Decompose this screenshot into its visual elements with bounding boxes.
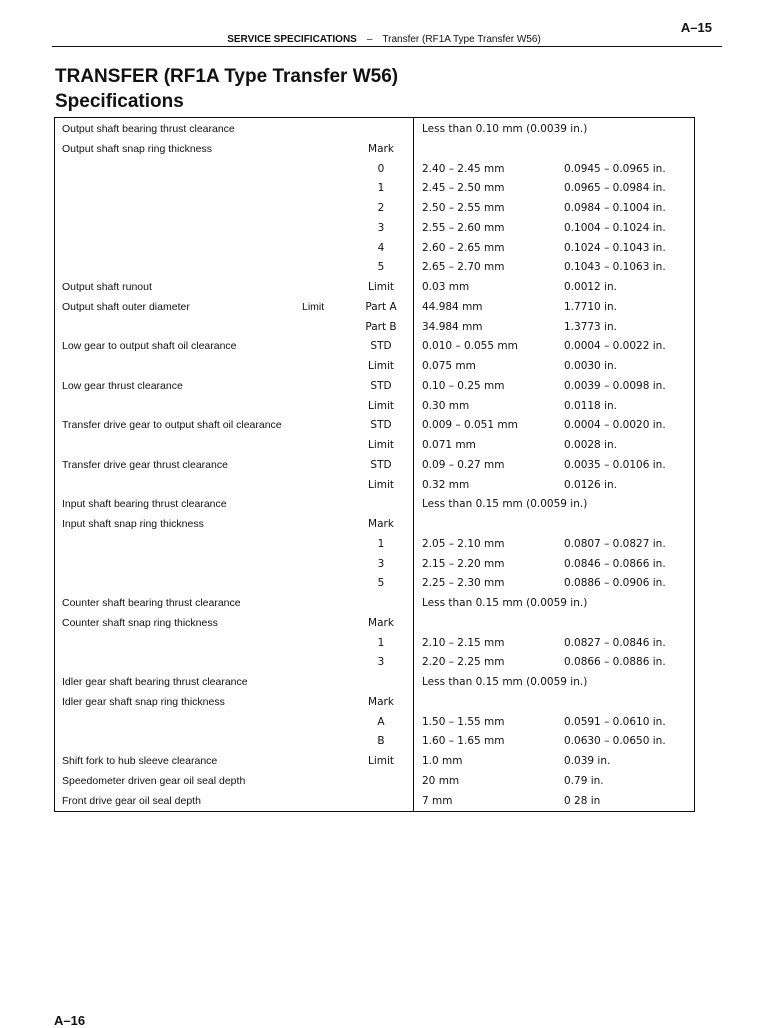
- spec-metric-value: 2.20 – 2.25 mm: [422, 656, 505, 669]
- table-row: [55, 555, 696, 575]
- spec-imperial-value: 0.0118 in.: [564, 399, 617, 412]
- spec-metric-value: 0.009 – 0.051 mm: [422, 419, 518, 432]
- spec-imperial-value: 0.1004 – 0.1024 in.: [564, 221, 666, 234]
- spec-mark: 3: [377, 557, 385, 570]
- spec-item-label: Idler gear shaft bearing thrust clearance: [62, 676, 248, 688]
- table-row: [55, 120, 696, 140]
- table-row: [55, 298, 696, 318]
- spec-metric-value: 34.984 mm: [422, 320, 483, 333]
- spec-metric-value: 7 mm: [422, 794, 453, 807]
- spec-metric-value: 0.10 – 0.25 mm: [422, 379, 505, 392]
- spec-item-label: Counter shaft bearing thrust clearance: [62, 597, 241, 609]
- spec-mark: Limit: [367, 360, 395, 372]
- spec-metric-value: 1.60 – 1.65 mm: [422, 735, 505, 748]
- spec-metric-value: 2.55 – 2.60 mm: [422, 221, 505, 234]
- spec-item-label: Front drive gear oil seal depth: [62, 794, 201, 807]
- spec-metric-value: 2.10 – 2.15 mm: [422, 636, 505, 649]
- spec-imperial-value: 1.3773 in.: [564, 320, 617, 333]
- spec-item-label: Low gear thrust clearance: [62, 379, 183, 392]
- spec-metric-value: Less than 0.15 mm (0.0059 in.): [422, 498, 588, 511]
- table-row: [55, 594, 696, 614]
- table-row: [55, 397, 696, 417]
- page-subtitle: Specifications: [55, 91, 184, 112]
- spec-mark: Part A: [365, 300, 397, 313]
- spec-mark: 0: [377, 162, 385, 175]
- spec-metric-value: 44.984 mm: [422, 300, 483, 313]
- spec-imperial-value: 0.1043 – 0.1063 in.: [564, 261, 666, 274]
- spec-mark: Part B: [365, 320, 397, 333]
- spec-metric-value: Less than 0.15 mm (0.0059 in.): [422, 676, 588, 688]
- spec-metric-value: 0.075 mm: [422, 360, 476, 372]
- spec-imperial-value: 0.0028 in.: [564, 439, 617, 451]
- spec-metric-value: 2.05 – 2.10 mm: [422, 537, 505, 550]
- spec-metric-value: Less than 0.10 mm (0.0039 in.): [422, 123, 588, 135]
- spec-item-label: Output shaft runout: [62, 281, 152, 293]
- spec-metric-value: 0.010 – 0.055 mm: [422, 340, 518, 353]
- spec-mark: 1: [377, 636, 385, 649]
- spec-item-label: Input shaft bearing thrust clearance: [62, 498, 227, 511]
- spec-metric-value: 0.09 – 0.27 mm: [422, 458, 505, 471]
- spec-metric-value: 2.65 – 2.70 mm: [422, 261, 505, 274]
- spec-imperial-value: 0.0807 – 0.0827 in.: [564, 537, 666, 550]
- table-row: [55, 357, 696, 377]
- table-row: [55, 318, 696, 338]
- next-page-number: A–16: [54, 1013, 86, 1028]
- spec-mark: Limit: [367, 399, 395, 412]
- table-row: [55, 713, 696, 733]
- spec-metric-value: 2.60 – 2.65 mm: [422, 241, 505, 254]
- table-row: [55, 179, 696, 199]
- spec-mark: A: [377, 715, 385, 728]
- spec-metric-value: 0.071 mm: [422, 439, 476, 451]
- table-row: [55, 160, 696, 180]
- running-head-section: SERVICE SPECIFICATIONS: [227, 34, 357, 45]
- spec-mark: STD: [370, 340, 392, 353]
- table-row: [55, 653, 696, 673]
- table-row: [55, 377, 696, 397]
- spec-imperial-value: 0.0126 in.: [564, 478, 617, 491]
- specifications-table: [54, 117, 695, 812]
- spec-mark: Limit: [367, 478, 395, 491]
- spec-metric-value: 2.45 – 2.50 mm: [422, 182, 505, 195]
- table-row: [55, 693, 696, 713]
- spec-mark: 3: [377, 221, 385, 234]
- spec-item-label: Counter shaft snap ring thickness: [62, 616, 218, 629]
- table-row: [55, 515, 696, 535]
- spec-imperial-value: 1.7710 in.: [564, 300, 617, 313]
- table-row: [55, 495, 696, 515]
- table-row: [55, 732, 696, 752]
- table-row: [55, 436, 696, 456]
- spec-imperial-value: 0.0886 – 0.0906 in.: [564, 577, 666, 590]
- table-row: [55, 456, 696, 476]
- table-row: [55, 140, 696, 160]
- spec-imperial-value: 0.0965 – 0.0984 in.: [564, 182, 666, 195]
- table-row: [55, 614, 696, 634]
- spec-mark: B: [377, 735, 385, 748]
- spec-imperial-value: 0.0630 – 0.0650 in.: [564, 735, 666, 748]
- table-row: [55, 792, 696, 812]
- table-row: [55, 219, 696, 239]
- spec-metric-value: 0.30 mm: [422, 399, 470, 412]
- spec-mark: Mark: [368, 695, 394, 708]
- spec-mark: 4: [377, 241, 385, 254]
- table-row: [55, 634, 696, 654]
- running-head: [0, 34, 768, 45]
- spec-metric-value: 2.40 – 2.45 mm: [422, 162, 505, 175]
- spec-mark: 1: [377, 182, 385, 195]
- table-row: [55, 574, 696, 594]
- spec-item-label: Speedometer driven gear oil seal depth: [62, 774, 246, 787]
- running-head-chapter: Transfer (RF1A Type Transfer W56): [382, 34, 541, 45]
- spec-item-label: Low gear to output shaft oil clearance: [62, 340, 237, 353]
- table-row: [55, 199, 696, 219]
- spec-mark: 1: [377, 537, 385, 550]
- spec-imperial-value: 0.0004 – 0.0020 in.: [564, 419, 666, 432]
- spec-metric-value: 20 mm: [422, 774, 460, 787]
- spec-item-label: Idler gear shaft snap ring thickness: [62, 695, 225, 708]
- table-row: [55, 752, 696, 772]
- spec-mark: 5: [377, 577, 385, 590]
- spec-metric-value: 2.25 – 2.30 mm: [422, 577, 505, 590]
- spec-mark: 5: [377, 261, 385, 274]
- spec-mark: Limit: [367, 281, 395, 293]
- page-title-block: [55, 64, 398, 114]
- spec-item-label: Transfer drive gear thrust clearance: [62, 458, 228, 471]
- spec-metric-value: 2.15 – 2.20 mm: [422, 557, 505, 570]
- spec-metric-value: 1.0 mm: [422, 755, 463, 767]
- spec-mark: 3: [377, 656, 385, 669]
- table-row: [55, 673, 696, 693]
- table-row: [55, 772, 696, 792]
- spec-metric-value: 0.03 mm: [422, 281, 470, 293]
- spec-metric-value: Less than 0.15 mm (0.0059 in.): [422, 597, 588, 609]
- spec-metric-value: 2.50 – 2.55 mm: [422, 202, 505, 214]
- spec-mark: Mark: [368, 616, 394, 629]
- spec-item-label: Shift fork to hub sleeve clearance: [62, 755, 218, 767]
- spec-mark: Limit: [367, 755, 395, 767]
- spec-imperial-value: 0.0846 – 0.0866 in.: [564, 557, 666, 570]
- spec-mark: STD: [370, 419, 392, 432]
- spec-item-label: Output shaft bearing thrust clearance: [62, 123, 235, 135]
- spec-mark: STD: [370, 458, 392, 471]
- spec-imperial-value: 0.0827 – 0.0846 in.: [564, 636, 666, 649]
- table-row: [55, 258, 696, 278]
- table-row: [55, 535, 696, 555]
- spec-imperial-value: 0.0866 – 0.0886 in.: [564, 656, 666, 669]
- spec-imperial-value: 0.0591 – 0.0610 in.: [564, 715, 666, 728]
- spec-item-label: Output shaft outer diameter: [62, 300, 190, 313]
- spec-imperial-value: 0.0945 – 0.0965 in.: [564, 162, 666, 175]
- spec-imperial-value: 0.0035 – 0.0106 in.: [564, 458, 666, 471]
- spec-imperial-value: 0 28 in: [564, 794, 601, 807]
- spec-limit-label: Limit: [302, 300, 325, 313]
- spec-mark: Limit: [367, 439, 395, 451]
- table-row: [55, 416, 696, 436]
- table-row: [55, 239, 696, 259]
- spec-imperial-value: 0.039 in.: [564, 755, 611, 767]
- spec-item-label: Transfer drive gear to output shaft oil clearance: [62, 419, 282, 432]
- table-row: [55, 337, 696, 357]
- spec-mark: Mark: [368, 518, 394, 530]
- spec-imperial-value: 0.1024 – 0.1043 in.: [564, 241, 666, 254]
- spec-mark: STD: [370, 379, 392, 392]
- running-head-dash: –: [366, 34, 373, 45]
- table-row: [55, 476, 696, 496]
- spec-imperial-value: 0.0030 in.: [564, 360, 617, 372]
- page-title: TRANSFER (RF1A Type Transfer W56): [55, 66, 399, 87]
- spec-imperial-value: 0.0004 – 0.0022 in.: [564, 340, 666, 353]
- spec-metric-value: 0.32 mm: [422, 478, 470, 491]
- table-row: [55, 278, 696, 298]
- page-number: A–15: [680, 20, 712, 35]
- spec-imperial-value: 0.0039 – 0.0098 in.: [564, 379, 666, 392]
- spec-imperial-value: 0.0012 in.: [564, 281, 617, 293]
- spec-item-label: Output shaft snap ring thickness: [62, 142, 212, 155]
- spec-imperial-value: 0.79 in.: [564, 774, 604, 787]
- spec-metric-value: 1.50 – 1.55 mm: [422, 715, 505, 728]
- spec-mark: 2: [377, 202, 385, 214]
- header-rule: [52, 46, 722, 47]
- spec-item-label: Input shaft snap ring thickness: [62, 518, 204, 530]
- spec-imperial-value: 0.0984 – 0.1004 in.: [564, 202, 666, 214]
- spec-mark: Mark: [368, 142, 394, 155]
